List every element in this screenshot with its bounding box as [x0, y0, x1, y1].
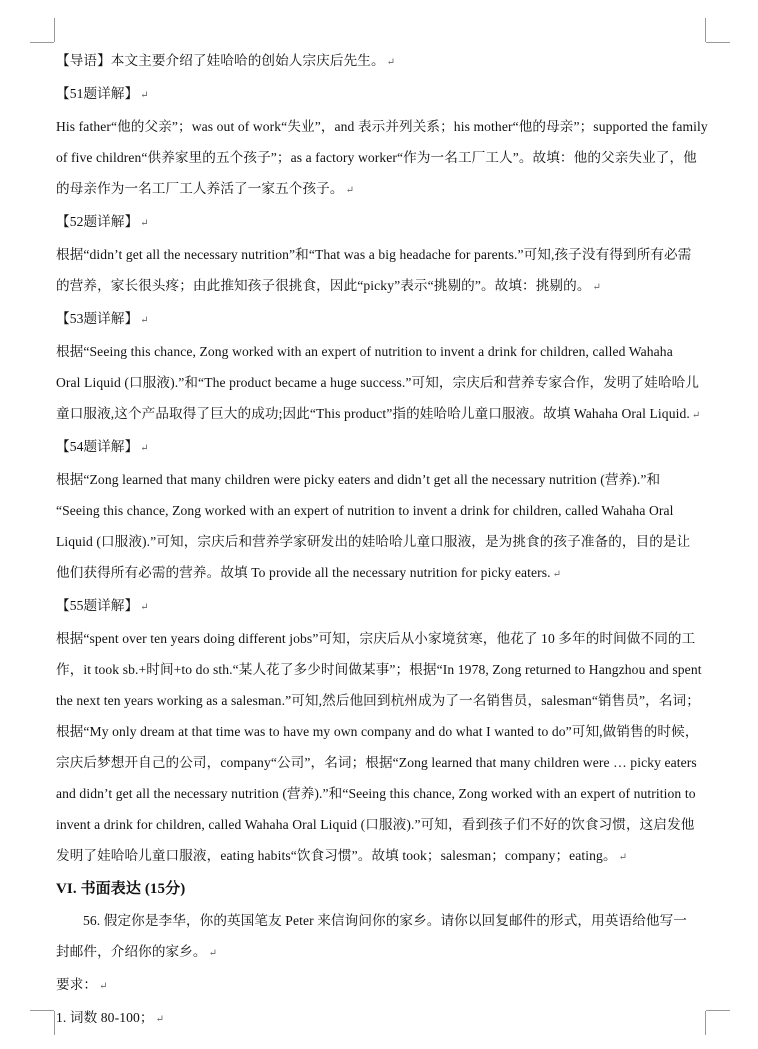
- paragraph-mark: ↵: [386, 57, 396, 68]
- paragraph-mark: ↵: [345, 185, 355, 196]
- paragraph-mark: ↵: [140, 443, 149, 454]
- paragraph-mark: ↵: [618, 852, 628, 863]
- question-53-line: 根据“Seeing this chance, Zong worked with an expert of nutrition to invent a drink for children, called Wahaha: [56, 344, 673, 359]
- crop-mark-top-right: [705, 18, 706, 42]
- requirements-label: 要求： ↵: [56, 977, 108, 992]
- paragraph-mark: ↵: [592, 282, 601, 293]
- question-55-line: the next ten years working as a salesman.”可知,然后他回到杭州成为了一名销售员，salesman“销售员”，名词；: [56, 693, 700, 708]
- question-53-line: 童口服液,这个产品取得了巨大的成功;因此“This product”指的娃哈哈儿童口服液。故填 Wahaha Oral Liquid. ↵: [56, 406, 701, 421]
- writing-question-line: 56. 假定你是李华，你的英国笔友 Peter 来信询问你的家乡。请你以回复邮件的形式，用英语给他写一: [83, 913, 687, 928]
- document-body: [56, 45, 708, 1035]
- question-54-line: 他们获得所有必需的营养。故填 To provide all the necessary nutrition for picky eaters. ↵: [56, 565, 562, 580]
- writing-question-line: 封邮件，介绍你的家乡。 ↵: [56, 944, 218, 959]
- crop-mark-bottom-left: [54, 1011, 55, 1035]
- question-51-line: His father“他的父亲”；was out of work“失业”，and 表示并列关系；his mother“他的母亲”；supported the family: [56, 119, 708, 134]
- question-55-line: 根据“spent over ten years doing different jobs”可知，宗庆后从小家境贫寒，他花了 10 多年的时间做不同的工: [56, 631, 696, 646]
- question-55-line: and didn’t get all the necessary nutrition (营养).”和“Seeing this chance, Zong worked with an expert of nutrition to: [56, 786, 696, 801]
- question-53-heading: 【53题详解】 ↵: [56, 311, 149, 326]
- question-52-heading: 【52题详解】 ↵: [56, 214, 149, 229]
- question-55-line: invent a drink for children, called Wahaha Oral Liquid (口服液).”可知，看到孩子们不好的饮食习惯，这启发他: [56, 817, 695, 832]
- crop-mark-top-left: [54, 18, 55, 42]
- question-55-line: 根据“My only dream at that time was to have my own company and do what I wanted to do”可知,做销售的时候，: [56, 724, 699, 739]
- intro-paragraph: 【导语】本文主要介绍了娃哈哈的创始人宗庆后先生。 ↵: [56, 53, 396, 68]
- question-55-line: 作，it took sb.+时间+to do sth.“某人花了多少时间做某事”；根据“In 1978, Zong returned to Hangzhou and spent: [56, 662, 702, 677]
- question-54-line: Liquid (口服液).”可知，宗庆后和营养学家研发出的娃哈哈儿童口服液，是为挑食的孩子准备的，目的是让: [56, 534, 691, 549]
- paragraph-mark: ↵: [155, 1014, 165, 1025]
- paragraph-mark: ↵: [140, 602, 149, 613]
- question-51-line: 的母亲作为一名工厂工人养活了一家五个孩子。 ↵: [56, 181, 355, 196]
- question-51-line: of five children“供养家里的五个孩子”；as a factory worker“作为一名工厂工人”。故填：他的父亲失业了，他: [56, 150, 697, 165]
- crop-mark-top-right: [706, 42, 730, 43]
- crop-mark-top-left: [30, 42, 54, 43]
- section-title: VI. 书面表达 (15分): [56, 881, 186, 897]
- paragraph-mark: ↵: [552, 569, 562, 580]
- crop-mark-bottom-left: [30, 1010, 54, 1011]
- question-52-line: 根据“didn’t get all the necessary nutrition”和“That was a big headache for parents.”可知,孩子没有得到所有必需: [56, 247, 692, 262]
- question-55-heading: 【55题详解】 ↵: [56, 598, 149, 613]
- question-53-line: Oral Liquid (口服液).”和“The product became a huge success.”可知，宗庆后和营养专家合作，发明了娃哈哈儿: [56, 375, 700, 390]
- paragraph-mark: ↵: [99, 981, 108, 992]
- requirement-item: 1. 词数 80-100； ↵: [56, 1010, 165, 1025]
- paragraph-mark: ↵: [140, 90, 149, 101]
- question-55-line: 宗庆后梦想开自己的公司，company“公司”，名词；根据“Zong learned that many children were … picky eaters: [56, 755, 697, 770]
- question-51-heading: 【51题详解】 ↵: [56, 86, 149, 101]
- question-54-line: 根据“Zong learned that many children were picky eaters and didn’t get all the necessary nutrition (营养).”和: [56, 472, 661, 487]
- question-54-heading: 【54题详解】 ↵: [56, 439, 149, 454]
- paragraph-mark: ↵: [691, 410, 701, 421]
- paragraph-mark: ↵: [208, 948, 218, 959]
- paragraph-mark: ↵: [140, 218, 149, 229]
- question-52-line: 的营养，家长很头疼；由此推知孩子很挑食，因此“picky”表示“挑剔的”。故填：挑剔的。 ↵: [56, 278, 601, 293]
- question-54-line: “Seeing this chance, Zong worked with an expert of nutrition to invent a drink for children, called Wahaha Oral: [56, 503, 674, 518]
- question-55-line: 发明了娃哈哈儿童口服液，eating habits“饮食习惯”。故填 took；salesman；company；eating。 ↵: [56, 848, 628, 863]
- crop-mark-bottom-right: [706, 1010, 730, 1011]
- paragraph-mark: ↵: [140, 315, 149, 326]
